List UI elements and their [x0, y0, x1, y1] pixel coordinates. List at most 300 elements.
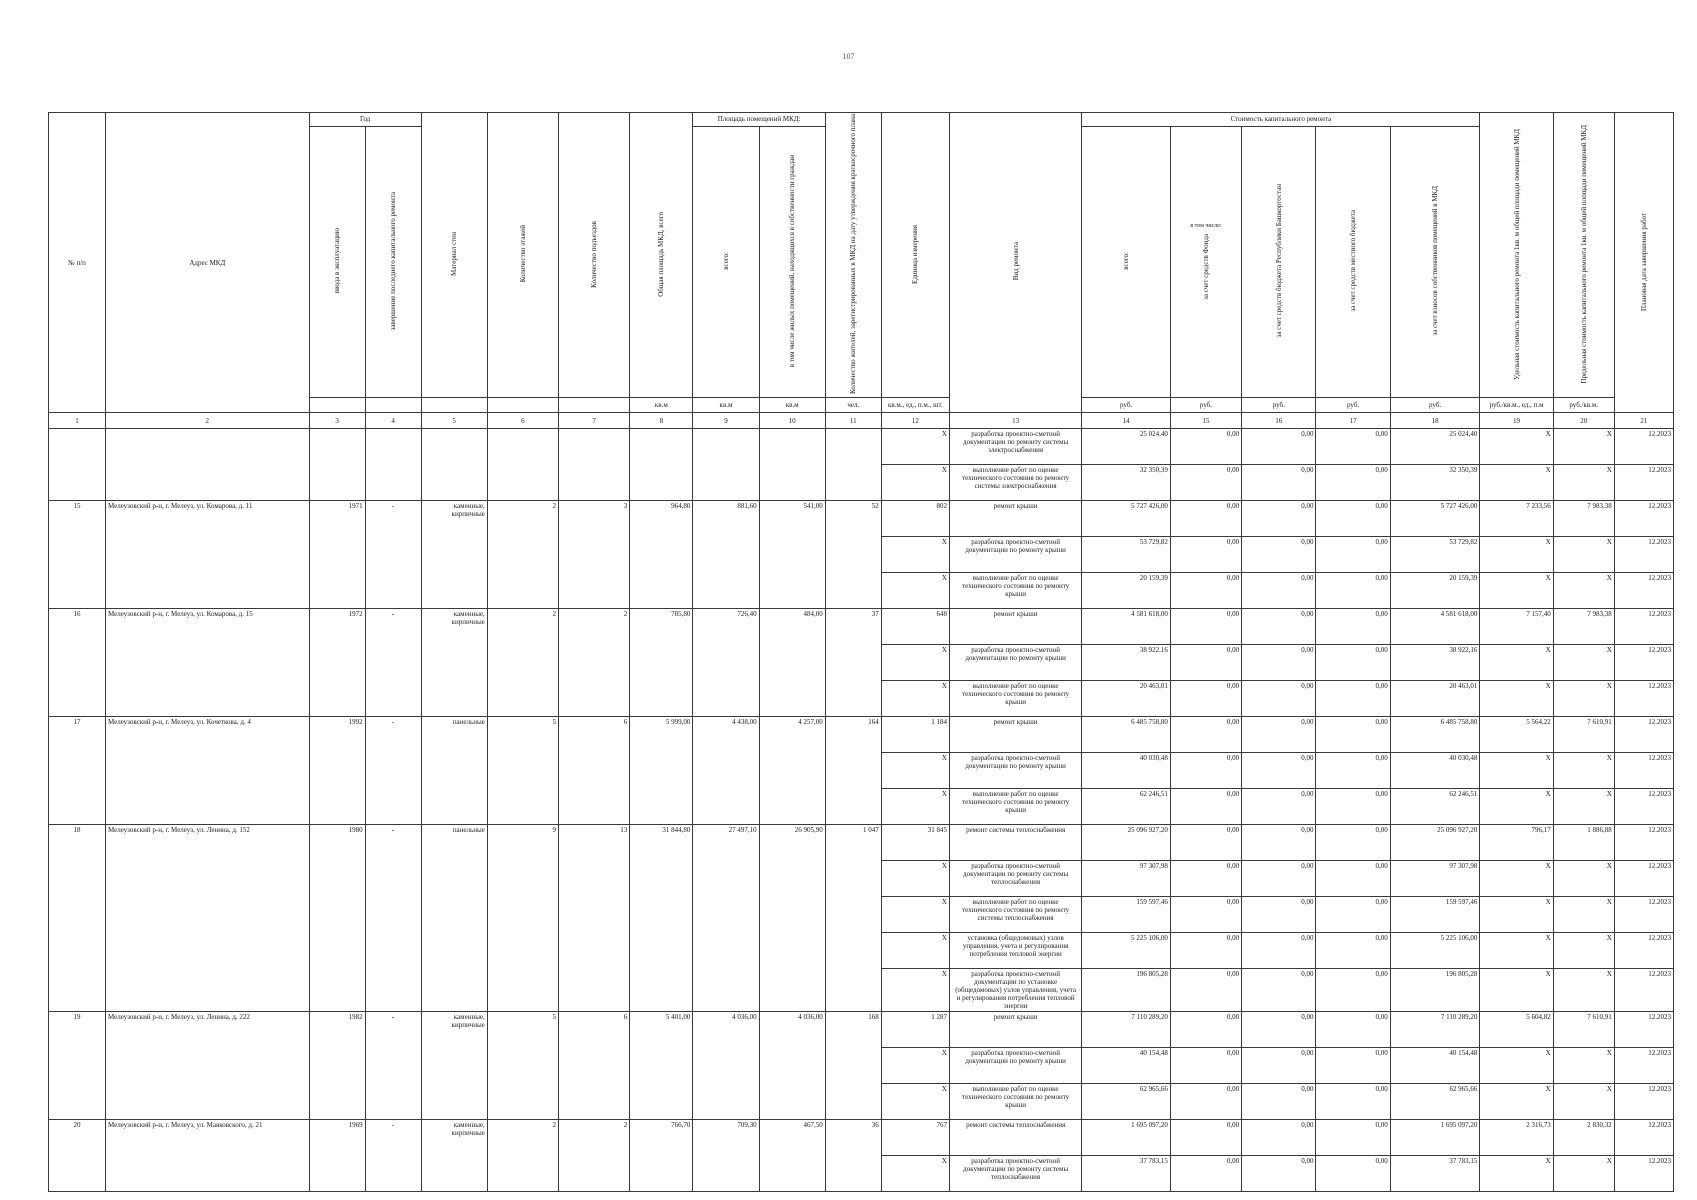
work-limit-cost: X [1553, 933, 1614, 969]
work-type: разработка проектно-сметной документации по ремонту крыши [949, 645, 1081, 681]
work-limit-cost: 7 610,91 [1553, 717, 1614, 753]
work-local: 0,00 [1316, 861, 1390, 897]
work-qty: 1 287 [881, 1012, 949, 1048]
work-fund: 0,00 [1170, 645, 1241, 681]
building-address: Мелеузовский р-н, г. Мелеуз, ул. Маяковского, д. 21 [106, 1120, 310, 1192]
work-fund: 0,00 [1170, 609, 1241, 645]
building-owned: 4 257,00 [759, 717, 825, 825]
header-year-group: Год [309, 113, 421, 127]
col-num: 17 [1316, 413, 1390, 429]
work-fund: 0,00 [1170, 969, 1241, 1012]
work-total: 7 110 289,20 [1082, 1012, 1171, 1048]
work-fund: 0,00 [1170, 465, 1241, 501]
work-owners: 62 246,51 [1390, 789, 1480, 825]
work-owners: 1 695 097,20 [1390, 1120, 1480, 1156]
work-republic: 0,00 [1242, 501, 1316, 537]
table-row [49, 1012, 1674, 1048]
building-num [49, 429, 106, 501]
building-entrances: 3 [559, 501, 630, 609]
work-fund: 0,00 [1170, 861, 1241, 897]
building-premises: 27 497,10 [693, 825, 759, 1012]
header-cost-fund: в том числе: за счет средств Фонда [1170, 126, 1241, 397]
unit-cell: кв.м., ед., п.м., шт. [881, 398, 949, 413]
work-type: выполнение работ по оценке технического состояния по ремонту системы теплоснабжения [949, 897, 1081, 933]
work-limit-cost: X [1553, 465, 1614, 501]
work-qty: 1 184 [881, 717, 949, 753]
building-residents: 168 [825, 1012, 881, 1120]
col-num: 6 [487, 413, 558, 429]
building-last-repair: - [365, 501, 421, 609]
work-local: 0,00 [1316, 1084, 1390, 1120]
col-num: 15 [1170, 413, 1241, 429]
header-total-area: Общая площадь МКД, всего [630, 113, 693, 398]
work-fund: 0,00 [1170, 1156, 1241, 1192]
work-total: 4 581 618,00 [1082, 609, 1171, 645]
work-local: 0,00 [1316, 681, 1390, 717]
unit-cell: руб. [1082, 398, 1171, 413]
work-type: разработка проектно-сметной документации по ремонту системы электроснабжения [949, 429, 1081, 465]
work-type: ремонт системы теплоснабжения [949, 825, 1081, 861]
work-date: 12.2023 [1614, 1120, 1673, 1156]
building-year: 1972 [309, 609, 365, 717]
work-date: 12.2023 [1614, 933, 1673, 969]
building-premises: 881,60 [693, 501, 759, 609]
building-last-repair: - [365, 1120, 421, 1192]
header-including: в том числе: [1190, 222, 1222, 229]
work-total: 25 024,40 [1082, 429, 1171, 465]
work-total: 20 159,39 [1082, 573, 1171, 609]
work-republic: 0,00 [1242, 465, 1316, 501]
work-fund: 0,00 [1170, 825, 1241, 861]
work-qty: X [881, 861, 949, 897]
work-qty: X [881, 969, 949, 1012]
work-republic: 0,00 [1242, 897, 1316, 933]
building-premises: 4 036,00 [693, 1012, 759, 1120]
header-limit-cost: Предельная стоимость капитального ремонта 1кв. м общей площади помещений МКД [1553, 113, 1614, 398]
building-year: 1992 [309, 717, 365, 825]
unit-cell: руб./кв.м. [1553, 398, 1614, 413]
work-owners: 37 783,15 [1390, 1156, 1480, 1192]
unit-cell: кв.м [630, 398, 693, 413]
work-unit-cost: X [1480, 1156, 1553, 1192]
work-date: 12.2023 [1614, 969, 1673, 1012]
work-qty: X [881, 1048, 949, 1084]
header-premises-owned: в том числе жилых помещений, находящихся в собственности граждан [759, 126, 825, 397]
work-fund: 0,00 [1170, 537, 1241, 573]
work-unit-cost: 796,17 [1480, 825, 1553, 861]
work-limit-cost: X [1553, 1084, 1614, 1120]
col-num: 9 [693, 413, 759, 429]
work-type: выполнение работ по оценке технического состояния по ремонту крыши [949, 789, 1081, 825]
work-republic: 0,00 [1242, 573, 1316, 609]
work-unit-cost: X [1480, 537, 1553, 573]
building-last-repair: - [365, 1012, 421, 1120]
work-type: ремонт крыши [949, 717, 1081, 753]
work-qty: X [881, 645, 949, 681]
col-num: 2 [106, 413, 310, 429]
building-owned: 4 036,00 [759, 1012, 825, 1120]
work-limit-cost: 2 830,32 [1553, 1120, 1614, 1156]
work-qty: X [881, 897, 949, 933]
building-residents: 164 [825, 717, 881, 825]
work-type: выполнение работ по оценке технического состояния по ремонту крыши [949, 1084, 1081, 1120]
col-num: 7 [559, 413, 630, 429]
work-total: 62 246,51 [1082, 789, 1171, 825]
building-entrances: 13 [559, 825, 630, 1012]
work-type: разработка проектно-сметной документации по ремонту крыши [949, 537, 1081, 573]
work-owners: 40 030,48 [1390, 753, 1480, 789]
table-row [49, 429, 1674, 465]
work-total: 5 727 426,00 [1082, 501, 1171, 537]
work-type: выполнение работ по оценке технического состояния по ремонту крыши [949, 573, 1081, 609]
building-owned: 467,50 [759, 1120, 825, 1192]
work-total: 20 463,01 [1082, 681, 1171, 717]
building-owned [759, 429, 825, 501]
col-num: 3 [309, 413, 365, 429]
work-limit-cost: X [1553, 789, 1614, 825]
building-last-repair: - [365, 609, 421, 717]
work-owners: 62 965,66 [1390, 1084, 1480, 1120]
work-fund: 0,00 [1170, 429, 1241, 465]
work-owners: 53 729,82 [1390, 537, 1480, 573]
work-republic: 0,00 [1242, 609, 1316, 645]
work-owners: 32 350,39 [1390, 465, 1480, 501]
work-local: 0,00 [1316, 429, 1390, 465]
work-local: 0,00 [1316, 825, 1390, 861]
work-qty: 767 [881, 1120, 949, 1156]
building-last-repair [365, 429, 421, 501]
work-qty: X [881, 573, 949, 609]
building-area: 766,70 [630, 1120, 693, 1192]
work-total: 6 485 758,80 [1082, 717, 1171, 753]
work-total: 5 225 106,00 [1082, 933, 1171, 969]
work-limit-cost: 7 983,38 [1553, 609, 1614, 645]
header-entrances: Количество подъездов [559, 113, 630, 398]
work-owners: 5 727 426,00 [1390, 501, 1480, 537]
work-unit-cost: X [1480, 969, 1553, 1012]
work-total: 32 350,39 [1082, 465, 1171, 501]
work-qty: 802 [881, 501, 949, 537]
building-area [630, 429, 693, 501]
work-republic: 0,00 [1242, 645, 1316, 681]
work-qty: X [881, 1156, 949, 1192]
building-address: Мелеузовский р-н, г. Мелеуз, ул. Комарова, д. 11 [106, 501, 310, 609]
col-num: 14 [1082, 413, 1171, 429]
table-body [49, 429, 1674, 1192]
work-type: разработка проектно-сметной документации по ремонту системы теплоснабжения [949, 861, 1081, 897]
unit-cell [421, 398, 487, 413]
work-date: 12.2023 [1614, 429, 1673, 465]
building-owned: 484,00 [759, 609, 825, 717]
building-residents: 52 [825, 501, 881, 609]
work-owners: 20 463,01 [1390, 681, 1480, 717]
work-total: 40 030,48 [1082, 753, 1171, 789]
table-row [49, 825, 1674, 861]
building-floors: 2 [487, 501, 558, 609]
unit-cell [309, 398, 365, 413]
work-qty: 648 [881, 609, 949, 645]
col-num: 8 [630, 413, 693, 429]
header-num: № п/п [49, 113, 106, 413]
work-date: 12.2023 [1614, 897, 1673, 933]
work-unit-cost: X [1480, 1084, 1553, 1120]
work-republic: 0,00 [1242, 969, 1316, 1012]
work-date: 12.2023 [1614, 501, 1673, 537]
building-num: 19 [49, 1012, 106, 1120]
work-republic: 0,00 [1242, 933, 1316, 969]
work-republic: 0,00 [1242, 537, 1316, 573]
work-type: разработка проектно-сметной документации по ремонту крыши [949, 753, 1081, 789]
work-date: 12.2023 [1614, 1048, 1673, 1084]
building-residents: 1 047 [825, 825, 881, 1012]
column-numbers-row [49, 413, 1674, 429]
building-area: 964,80 [630, 501, 693, 609]
table-header [49, 113, 1674, 429]
work-republic: 0,00 [1242, 681, 1316, 717]
building-num: 18 [49, 825, 106, 1012]
building-year: 1982 [309, 1012, 365, 1120]
page-number: 107 [842, 52, 855, 61]
building-entrances [559, 429, 630, 501]
building-entrances: 2 [559, 609, 630, 717]
header-address: Адрес МКД [106, 113, 310, 413]
work-type: ремонт крыши [949, 1012, 1081, 1048]
building-address [106, 429, 310, 501]
work-local: 0,00 [1316, 897, 1390, 933]
unit-cell: руб. [1390, 398, 1480, 413]
unit-cell: руб. [1242, 398, 1316, 413]
work-type: ремонт системы теплоснабжения [949, 1120, 1081, 1156]
work-owners: 4 581 618,00 [1390, 609, 1480, 645]
building-area: 785,80 [630, 609, 693, 717]
work-republic: 0,00 [1242, 1012, 1316, 1048]
building-material: каменные, кирпичные [421, 1120, 487, 1192]
building-residents: 36 [825, 1120, 881, 1192]
work-limit-cost: X [1553, 969, 1614, 1012]
building-floors: 5 [487, 717, 558, 825]
building-floors: 2 [487, 1120, 558, 1192]
work-local: 0,00 [1316, 717, 1390, 753]
work-limit-cost: X [1553, 573, 1614, 609]
work-qty: 31 845 [881, 825, 949, 861]
building-floors: 2 [487, 609, 558, 717]
building-last-repair: - [365, 825, 421, 1012]
work-owners: 7 110 289,20 [1390, 1012, 1480, 1048]
table-row [49, 501, 1674, 537]
unit-cell: руб. [1170, 398, 1241, 413]
work-date: 12.2023 [1614, 609, 1673, 645]
building-area: 31 844,80 [630, 825, 693, 1012]
work-type: ремонт крыши [949, 501, 1081, 537]
unit-cell: руб. [1316, 398, 1390, 413]
building-last-repair: - [365, 717, 421, 825]
building-address: Мелеузовский р-н, г. Мелеуз, ул. Ленина, д. 222 [106, 1012, 310, 1120]
work-unit-cost: X [1480, 789, 1553, 825]
work-unit-cost: X [1480, 933, 1553, 969]
work-qty: X [881, 681, 949, 717]
work-qty: X [881, 537, 949, 573]
building-material: каменные, кирпичные [421, 609, 487, 717]
work-total: 38 922,16 [1082, 645, 1171, 681]
work-owners: 5 225 106,00 [1390, 933, 1480, 969]
work-limit-cost: X [1553, 1048, 1614, 1084]
work-limit-cost: 7 983,38 [1553, 501, 1614, 537]
header-unit: Единица измерения [881, 113, 949, 398]
work-type: выполнение работ по оценке технического состояния по ремонту системы электроснабжения [949, 465, 1081, 501]
work-fund: 0,00 [1170, 681, 1241, 717]
work-republic: 0,00 [1242, 1156, 1316, 1192]
work-local: 0,00 [1316, 609, 1390, 645]
work-limit-cost: X [1553, 753, 1614, 789]
unit-cell: кв.м [759, 398, 825, 413]
table-row [49, 717, 1674, 753]
work-local: 0,00 [1316, 1120, 1390, 1156]
header-cost-owners: за счет взносов собственников помещений в МКД [1390, 126, 1480, 397]
work-unit-cost: X [1480, 573, 1553, 609]
building-material: каменные, кирпичные [421, 1012, 487, 1120]
building-address: Мелеузовский р-н, г. Мелеуз, ул. Кочеткова, д. 4 [106, 717, 310, 825]
work-fund: 0,00 [1170, 753, 1241, 789]
header-wall-material: Материал стен [421, 113, 487, 398]
building-material: каменные, кирпичные [421, 501, 487, 609]
work-unit-cost: 2 316,73 [1480, 1120, 1553, 1156]
work-date: 12.2023 [1614, 789, 1673, 825]
table-row [49, 1120, 1674, 1156]
col-num: 5 [421, 413, 487, 429]
work-fund: 0,00 [1170, 1012, 1241, 1048]
unit-cell [559, 398, 630, 413]
header-year-commission: ввода в эксплуатацию [309, 126, 365, 397]
col-num: 20 [1553, 413, 1614, 429]
work-unit-cost: X [1480, 645, 1553, 681]
work-fund: 0,00 [1170, 1120, 1241, 1156]
work-limit-cost: X [1553, 897, 1614, 933]
work-total: 37 783,15 [1082, 1156, 1171, 1192]
work-local: 0,00 [1316, 465, 1390, 501]
work-total: 196 805,28 [1082, 969, 1171, 1012]
repair-plan-table [48, 112, 1674, 1192]
work-date: 12.2023 [1614, 645, 1673, 681]
header-cost-local: за счет средств местного бюджета [1316, 126, 1390, 397]
work-total: 97 307,98 [1082, 861, 1171, 897]
work-qty: X [881, 933, 949, 969]
work-type: разработка проектно-сметной документации по установке (общедомовых) узлов управления, учета и регулирования потребления тепловой энергии [949, 969, 1081, 1012]
work-local: 0,00 [1316, 501, 1390, 537]
work-republic: 0,00 [1242, 1084, 1316, 1120]
building-address: Мелеузовский р-н, г. Мелеуз, ул. Комарова, д. 15 [106, 609, 310, 717]
building-floors: 9 [487, 825, 558, 1012]
work-fund: 0,00 [1170, 897, 1241, 933]
work-date: 12.2023 [1614, 465, 1673, 501]
work-limit-cost: X [1553, 645, 1614, 681]
unit-cell [487, 398, 558, 413]
work-date: 12.2023 [1614, 573, 1673, 609]
col-num: 11 [825, 413, 881, 429]
work-unit-cost: X [1480, 753, 1553, 789]
work-qty: X [881, 465, 949, 501]
building-year: 1971 [309, 501, 365, 609]
work-date: 12.2023 [1614, 753, 1673, 789]
header-cost-total: всего: [1082, 126, 1171, 397]
work-owners: 40 154,48 [1390, 1048, 1480, 1084]
building-floors [487, 429, 558, 501]
building-year [309, 429, 365, 501]
work-owners: 25 024,40 [1390, 429, 1480, 465]
work-owners: 20 159,39 [1390, 573, 1480, 609]
work-date: 12.2023 [1614, 1156, 1673, 1192]
work-unit-cost: X [1480, 681, 1553, 717]
work-local: 0,00 [1316, 1156, 1390, 1192]
work-local: 0,00 [1316, 1012, 1390, 1048]
building-premises: 4 438,00 [693, 717, 759, 825]
building-premises: 709,30 [693, 1120, 759, 1192]
work-type: разработка проектно-сметной документации по ремонту крыши [949, 1048, 1081, 1084]
col-num: 19 [1480, 413, 1553, 429]
building-premises [693, 429, 759, 501]
building-entrances: 6 [559, 717, 630, 825]
work-limit-cost: X [1553, 429, 1614, 465]
building-num: 17 [49, 717, 106, 825]
header-floors: Количество этажей [487, 113, 558, 398]
building-material: панельные [421, 717, 487, 825]
work-date: 12.2023 [1614, 717, 1673, 753]
work-total: 62 965,66 [1082, 1084, 1171, 1120]
work-total: 159 597,46 [1082, 897, 1171, 933]
header-residents: Количество жителей, зарегистрированных в МКД на дату утверждения краткосрочного плана [825, 113, 881, 398]
col-num: 18 [1390, 413, 1480, 429]
work-fund: 0,00 [1170, 789, 1241, 825]
work-date: 12.2023 [1614, 537, 1673, 573]
building-owned: 541,00 [759, 501, 825, 609]
building-num: 16 [49, 609, 106, 717]
work-total: 53 729,82 [1082, 537, 1171, 573]
table-row [49, 609, 1674, 645]
work-fund: 0,00 [1170, 573, 1241, 609]
work-total: 1 695 097,20 [1082, 1120, 1171, 1156]
header-planned-date: Плановая дата завершения работ [1614, 113, 1673, 413]
work-unit-cost: 7 157,40 [1480, 609, 1553, 645]
work-republic: 0,00 [1242, 825, 1316, 861]
col-num: 10 [759, 413, 825, 429]
work-unit-cost: 7 233,56 [1480, 501, 1553, 537]
work-limit-cost: X [1553, 1156, 1614, 1192]
work-date: 12.2023 [1614, 1084, 1673, 1120]
work-owners: 38 922,16 [1390, 645, 1480, 681]
work-limit-cost: X [1553, 861, 1614, 897]
header-premises-group: Площадь помещений МКД: [693, 113, 825, 127]
work-unit-cost: X [1480, 897, 1553, 933]
unit-cell: чел. [825, 398, 881, 413]
work-local: 0,00 [1316, 645, 1390, 681]
work-owners: 97 307,98 [1390, 861, 1480, 897]
work-fund: 0,00 [1170, 1084, 1241, 1120]
building-year: 1980 [309, 825, 365, 1012]
work-local: 0,00 [1316, 789, 1390, 825]
work-type: установка (общедомовых) узлов управления, учета и регулирования потребления тепловой энергии [949, 933, 1081, 969]
work-republic: 0,00 [1242, 789, 1316, 825]
work-fund: 0,00 [1170, 717, 1241, 753]
building-material [421, 429, 487, 501]
unit-cell: кв.м [693, 398, 759, 413]
work-limit-cost: 1 886,88 [1553, 825, 1614, 861]
building-entrances: 2 [559, 1120, 630, 1192]
work-type: ремонт крыши [949, 609, 1081, 645]
header-cost-republic: за счет средств бюджета Республики Башкортостан [1242, 126, 1316, 397]
work-local: 0,00 [1316, 1048, 1390, 1084]
work-local: 0,00 [1316, 753, 1390, 789]
work-owners: 159 597,46 [1390, 897, 1480, 933]
building-material: панельные [421, 825, 487, 1012]
